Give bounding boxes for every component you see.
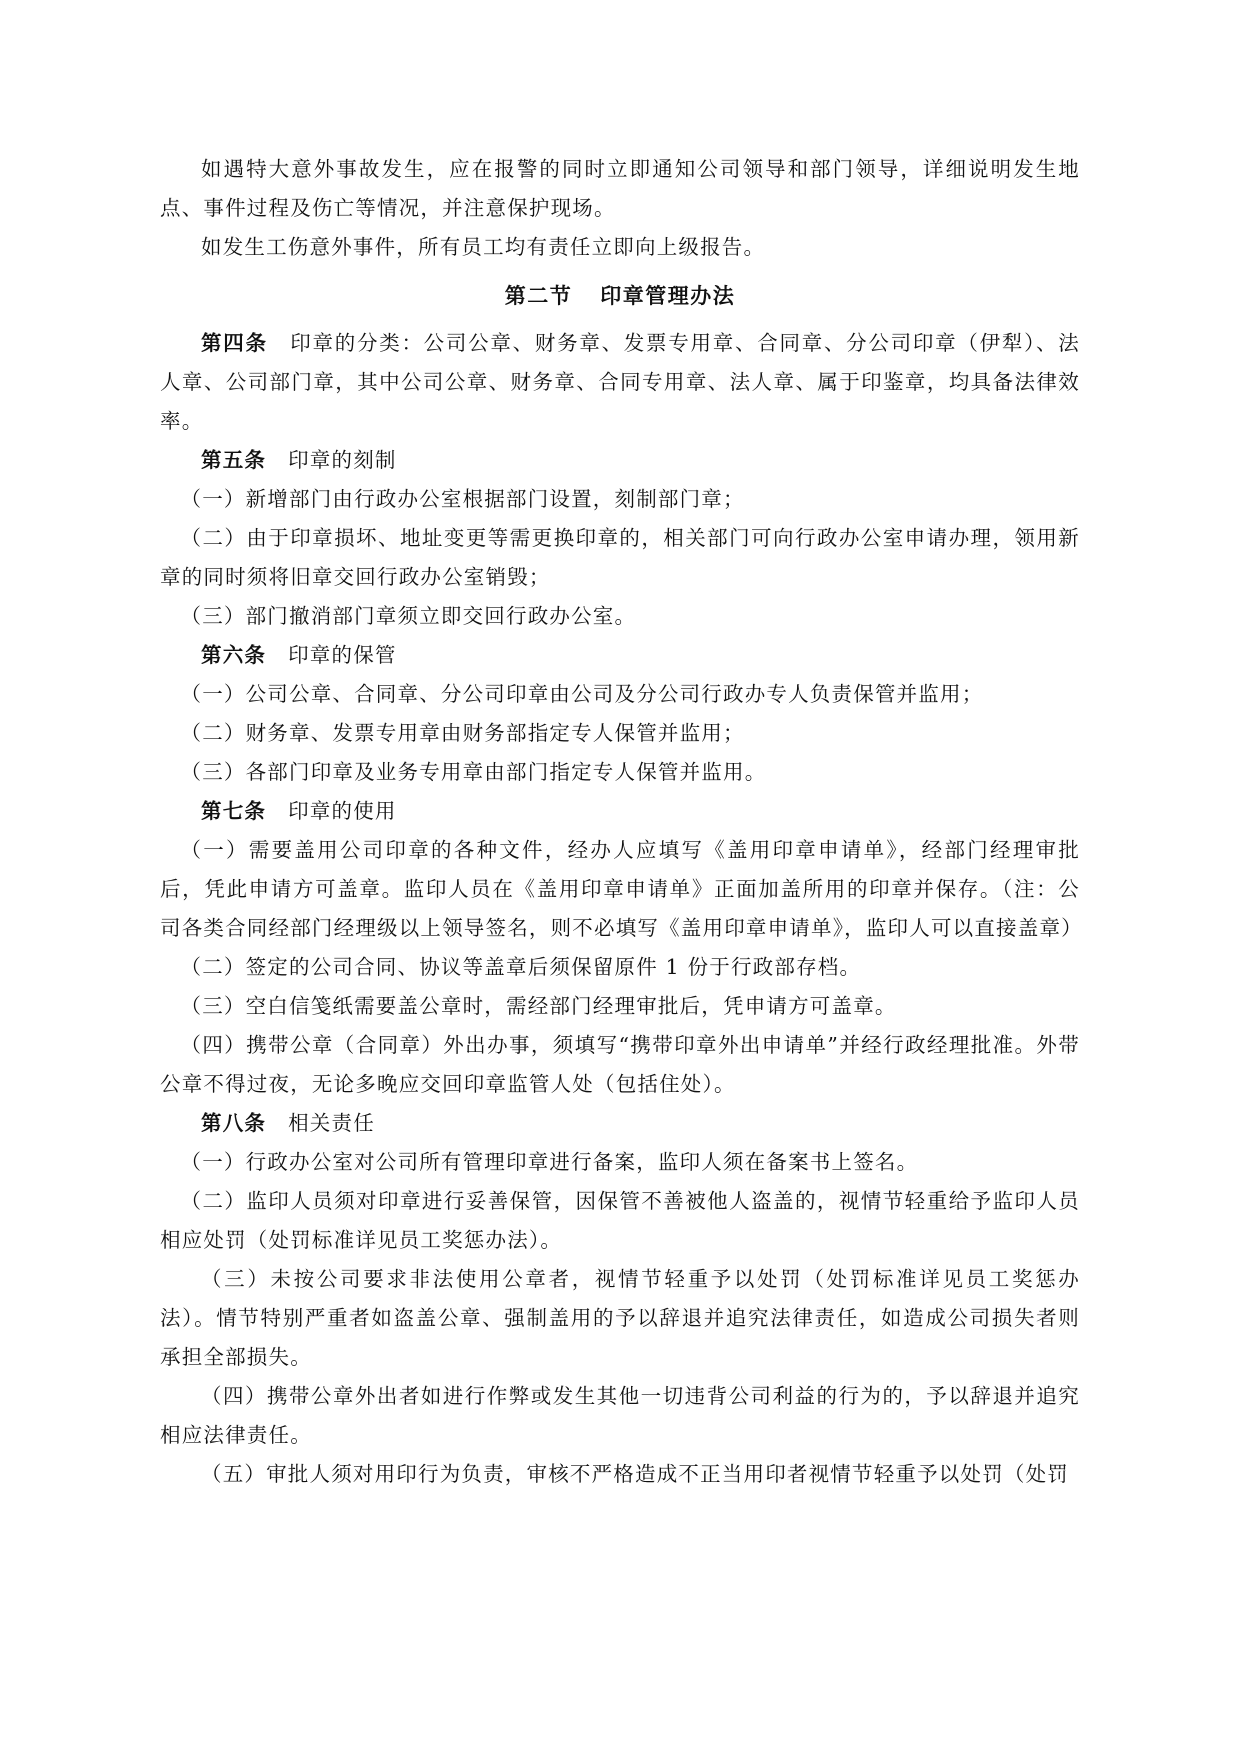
document-body: [160, 150, 1083, 1494]
intro-paragraph: 如发生工伤意外事件，所有员工均有责任立即向上级报告。: [201, 235, 766, 259]
article-8: [160, 1104, 1080, 1143]
article-item: （五）审批人须对用印行为负责，审核不严格造成不正当用印者视情节轻重予以处罚（处罚: [201, 1462, 1069, 1486]
article-number: 第六条: [201, 643, 267, 667]
article-6: [160, 636, 1080, 675]
article-item: （二）由于印章损坏、地址变更等需更换印章的，相关部门可向行政办公室申请办理，领用新章的同时须将旧章交回行政办公室销毁；: [160, 526, 1080, 589]
article-item: （四）携带公章（合同章）外出办事，须填写“携带印章外出申请单”并经行政经理批准。外带公章不得过夜，无论多晚应交回印章监管人处（包括住处）。: [160, 1033, 1080, 1096]
article-number: 第八条: [201, 1111, 267, 1135]
article-item: （二）财务章、发票专用章由财务部指定专人保管并监用；: [180, 721, 745, 745]
article-item: （四）携带公章外出者如进行作弊或发生其他一切违背公司利益的行为的，予以辞退并追究相应法律责任。: [160, 1384, 1080, 1447]
article-title: 相关责任: [288, 1111, 375, 1135]
article-7: [160, 792, 1080, 831]
article-item: （三）空白信笺纸需要盖公章时，需经部门经理审批后，凭申请方可盖章。: [180, 994, 897, 1018]
article-4: [160, 324, 1080, 441]
section-number: 第二节: [504, 284, 573, 308]
article-number: 第五条: [201, 448, 267, 472]
article-item: （一）需要盖用公司印章的各种文件，经办人应填写《盖用印章申请单》，经部门经理审批后，凭此申请方可盖章。监印人员在《盖用印章申请单》正面加盖所用的印章并保存。（注：公司各类合同经部门经理级以上领导签名，则不必填写《盖用印章申请单》，监印人可以直接盖章）: [160, 838, 1083, 940]
article-item: （三）各部门印章及业务专用章由部门指定专人保管并监用。: [180, 760, 767, 784]
article-number: 第四条: [201, 331, 268, 355]
article-title: 印章的使用: [288, 799, 397, 823]
article-5: [160, 441, 1080, 480]
article-item: （二）监印人员须对印章进行妥善保管，因保管不善被他人盗盖的，视情节轻重给予监印人员相应处罚（处罚标准详见员工奖惩办法）。: [160, 1189, 1080, 1252]
article-item: （二）签定的公司合同、协议等盖章后须保留原件 1 份于行政部存档。: [180, 955, 862, 979]
article-title: 印章的保管: [288, 643, 397, 667]
article-item: （一）行政办公室对公司所有管理印章进行备案，监印人须在备案书上签名。: [180, 1150, 919, 1174]
intro-paragraph: 如遇特大意外事故发生，应在报警的同时立即通知公司领导和部门领导，详细说明发生地点、事件过程及伤亡等情况，并注意保护现场。: [160, 157, 1080, 220]
article-item: （一）新增部门由行政办公室根据部门设置，刻制部门章；: [180, 487, 745, 511]
article-number: 第七条: [201, 799, 267, 823]
article-title: 印章的分类：公司公章、财务章、发票专用章、合同章、分公司印章（伊犁）、法人章、公司部门章，其中公司公章、财务章、合同专用章、法人章、属于印鉴章，均具备法律效率。: [160, 331, 1080, 433]
article-title: 印章的刻制: [288, 448, 397, 472]
article-item: （三）部门撤消部门章须立即交回行政办公室。: [180, 604, 637, 628]
section-title: 印章管理办法: [600, 284, 736, 308]
section-heading: [160, 267, 1080, 324]
article-item: （一）公司公章、合同章、分公司印章由公司及分公司行政办专人负责保管并监用；: [180, 682, 984, 706]
article-item: （三）未按公司要求非法使用公章者，视情节轻重予以处罚（处罚标准详见员工奖惩办法）。情节特别严重者如盗盖公章、强制盖用的予以辞退并追究法律责任，如造成公司损失者则承担全部损失。: [160, 1267, 1080, 1369]
